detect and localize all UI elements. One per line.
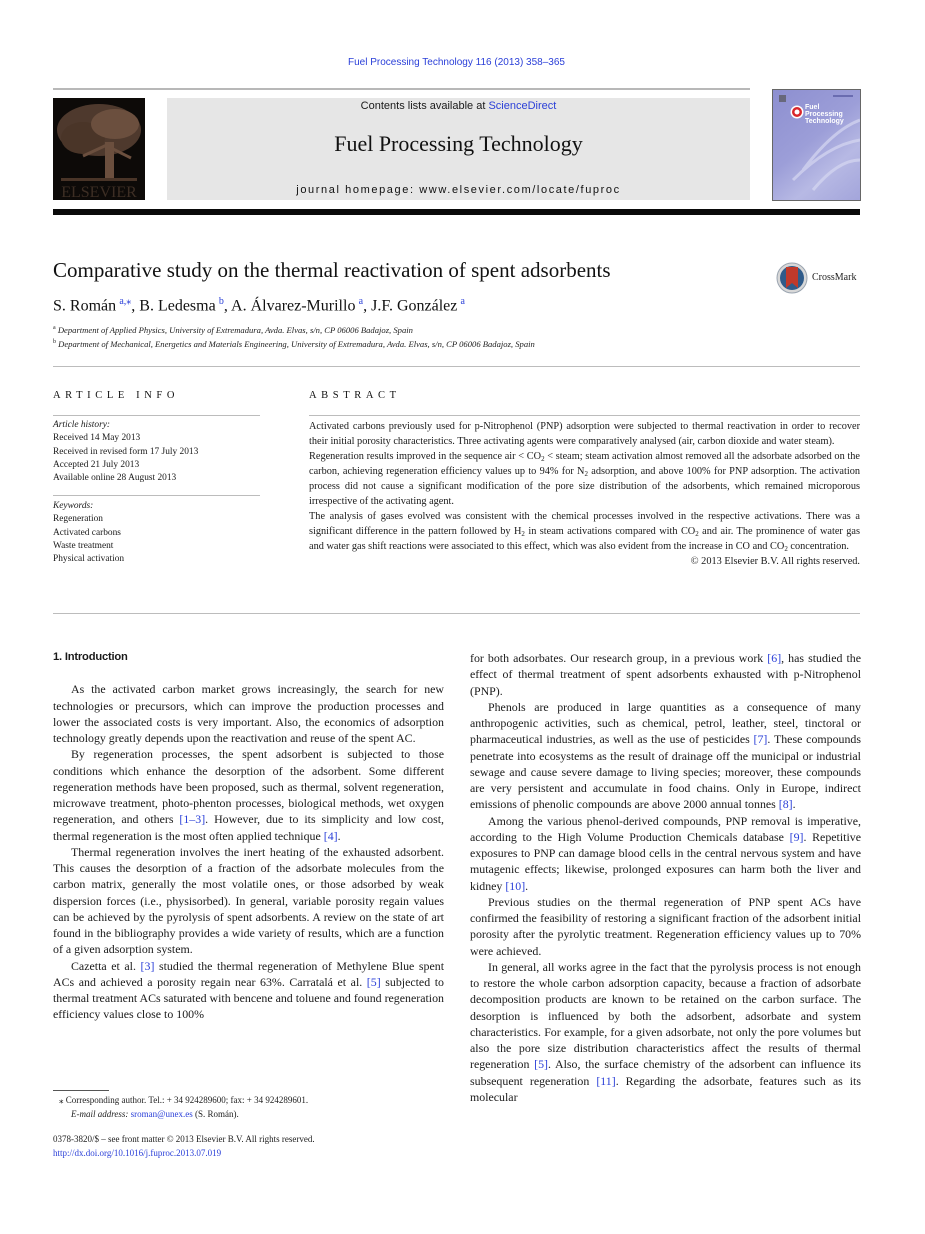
abstract-paragraph: Activated carbons previously used for p-Nitrophenol (PNP) adsorption were subjected to thermal reactivation in order to recover their initial porosity characteristics. Three activating agents were comparatively analysed (air, carbon dioxide and water steam). [309, 421, 860, 447]
body-paragraph: Previous studies on the thermal regeneration of PNP spent ACs have confirmed the feasibility of restoring a significant fraction of the adsorbent initial porosity after the pyrolytic treatment. Regeneration efficiency values up to 70% were achieved. [470, 894, 861, 958]
author-name: S. Román [53, 297, 117, 315]
abstract-heading: ABSTRACT [309, 390, 401, 401]
affiliation-a: $^a$ Department of Applied Physics, University of Extremadura, Avda. Elvas, s/n, CP 06006 Badajoz, Spain [53, 325, 413, 335]
reference-link[interactable]: [11] [596, 1073, 616, 1088]
reference-link[interactable]: [4] [323, 828, 338, 843]
history-item: Accepted 21 July 2013 [53, 459, 140, 470]
body-column-left [53, 649, 444, 1023]
history-item: Received 14 May 2013 [53, 433, 141, 444]
elsevier-tree-icon [53, 98, 145, 200]
author-list: S. Román $^{a,⁎}$, B. Ledesma $^b$, A. Álvarez-Murillo $^a$, J.F. González $^a$ [53, 296, 465, 315]
author-affiliation-link[interactable]: a,⁎ [119, 296, 132, 307]
crossmark-button[interactable] [776, 262, 866, 294]
sciencedirect-link[interactable]: ScienceDirect [488, 100, 557, 112]
affiliation-b: $^b$ Department of Mechanical, Energetics and Materials Engineering, University of Extremadura, Avda. Elvas, s/n, CP 06006 Badajoz, Spain [53, 339, 535, 349]
divider [53, 613, 860, 614]
abstract-copyright: © 2013 Elsevier B.V. All rights reserved. [690, 556, 860, 567]
reference-link[interactable]: [7] [753, 732, 768, 747]
abstract-body [309, 419, 860, 569]
reference-link[interactable]: [9] [789, 829, 804, 844]
body-paragraph: As the activated carbon market grows increasingly, the search for new technologies or precursors, which can improve the production processes and lower the associated costs is very important. Also, the economics of adsorption technology greatly depends upon the reactivation and reuse of the spent AC. [53, 682, 444, 745]
body-paragraph: Among the various phenol-derived compounds, PNP removal is imperative, according to the High Volume Production Chemicals database [9]. Repetitive exposures to PNP can damage blood cells in the central nervous system and have mutagenic effects; likewise, prolonged exposures can harm both the liver and kidney [10]. [470, 813, 861, 893]
reference-link[interactable]: [5] [534, 1057, 548, 1072]
elsevier-logo[interactable] [53, 98, 145, 200]
contents-availability: Contents lists available at ScienceDirect [360, 100, 557, 112]
header-top-rule [53, 88, 750, 90]
keyword-item: Physical activation [53, 554, 125, 565]
crossmark-label: CrossMark [812, 272, 857, 283]
reference-link[interactable]: [5] [366, 974, 381, 989]
abstract-paragraph: The analysis of gases evolved was consistent with the chemical processes involved in the respective activations. There was a significant difference in the pattern followed by $H_2$ in steam activations compared with $CO_2$ and air. The prominence of water gas and water gas shift reactions were associated to this effect, which was also evident from the increase in CO and $CO_2$ concentration. [309, 511, 860, 553]
article-info-heading: ARTICLE INFO [53, 390, 180, 401]
svg-text:ELSEVIER: ELSEVIER [61, 184, 137, 200]
body-paragraph: for both adsorbates. Our research group, in a previous work [6], has studied the effect of thermal treatment of spent adsorbents exhausted with p-Nitrophenol (PNP). [470, 651, 861, 698]
reference-link[interactable]: [1–3] [179, 812, 206, 827]
reference-link[interactable]: [10] [505, 878, 526, 893]
cover-title: Fuel Processing Technology [805, 104, 844, 125]
reference-link[interactable]: [3] [140, 958, 155, 973]
body-column-right [470, 650, 861, 1105]
body-paragraph: Thermal regeneration involves the inert heating of the exhausted adsorbent. This causes the desorption of a fraction of the adsorbate molecules from the carbon matrix, generally the most volatile ones, or those adsorbed by weak dispersion forces (i.e., physisorbed). In general, variable porosity regain values can be achieved by the pyrolysis of spent adsorbents. A review on the state of art found in the bibliography provides a wide variety of results, which are a function of a given adsorption system. [53, 844, 444, 957]
abstract-paragraph: Regeneration results improved in the sequence air < $CO_2$ < steam; steam activation almost removed all the adsorbate adsorbed on the carbon, achieving regeneration efficiency values up to 94% for $N_2$ adsorption, and above 100% for PNP adsorption. The activation process did not cause a significant modification of the pore size distribution of the adsorbents, which remained microporous irrespective of the activating agent. [309, 451, 860, 507]
corresponding-author-footnote: ⁎ Corresponding author. Tel.: + 34 924289600; fax: + 34 924289601. E-mail address: sroman@unex.es (S. Román). [59, 1095, 309, 1119]
divider [309, 415, 860, 416]
journal-homepage[interactable]: journal homepage: www.elsevier.com/locate/fuproc [296, 184, 621, 196]
author-affiliation-link[interactable]: a [460, 296, 465, 307]
author-affiliation-link[interactable]: a [358, 296, 364, 307]
keywords: Keywords: Regeneration Activated carbons Waste treatment Physical activation [53, 500, 124, 566]
body-paragraph: By regeneration processes, the spent adsorbent is subjected to those conditions which enhance the desorption of the adsorbent. Some different regeneration methods have been proposed, such as thermal, solvent regeneration, microwave treatment, photo-phenton processes, biological methods, wet oxygen regeneration, and others [1–3]. However, due to its simplicity and low cost, thermal regeneration is the most often applied technique [4]. [53, 747, 444, 843]
history-item: Available online 28 August 2013 [53, 473, 177, 484]
footnote-rule [53, 1090, 109, 1091]
divider [53, 415, 260, 416]
reference-link[interactable]: [8] [778, 797, 793, 812]
article-title: Comparative study on the thermal reactivation of spent adsorbents [53, 258, 611, 282]
journal-banner [167, 98, 750, 200]
body-paragraph: In general, all works agree in the fact that the pyrolysis process is not enough to restore the whole carbon adsorption capacity, because a fraction of adsorbate decomposition products are known to be retained on the carbon surface. The desorption is influenced by both the adsorbent, adsorbate and system characteristics. For example, for a given adsorbate, not only the pore volumes but also the pore size distribution characteristics affect the results of thermal regeneration [5]. Also, the surface chemistry of the adsorbent can influence its subsequent regeneration [11]. Regarding the adsorbate, features such as its molecular [470, 959, 861, 1104]
reference-link[interactable]: [6] [767, 651, 782, 665]
body-paragraph: Phenols are produced in large quantities as a consequence of many anthropogenic activities, such as chemical, petrol, leather, steel, tinctoral or pharmaceutical industries, as well as the use of pesticides [7]. These compounds penetrate into ecosystems as the result of drainage off the municipal or industrial sewage and cause severe damage to living species; moreover, these compounds are very persistent and accumulate in food chains. Only in Europe, indirect emissions of phenolic compounds are above 2000 annual tonnes [8]. [470, 699, 861, 812]
email-link[interactable]: sroman@unex.es [130, 1108, 193, 1119]
author-name: J.F. González [371, 297, 458, 315]
divider [53, 366, 860, 367]
journal-name: Fuel Processing Technology [334, 131, 583, 156]
doi-link[interactable]: http://dx.doi.org/10.1016/j.fuproc.2013.07.019 [53, 1147, 222, 1158]
crossmark-icon [776, 262, 808, 294]
article-history: Article history: Received 14 May 2013 Received in revised form 17 July 2013 Accepted 21 July 2013 Available online 28 August 2013 [53, 419, 198, 485]
body-paragraph: Cazetta et al. [3] studied the thermal regeneration of Methylene Blue spent ACs and achieved a porosity regain near 63%. Carratalá et al. [5] subjected to thermal treatment ACs saturated with bencene and toluene and found regeneration efficiency values close to 100% [53, 958, 445, 1022]
header-bottom-rule [53, 209, 860, 215]
author-affiliation-link[interactable]: b [218, 296, 224, 307]
keyword-item: Activated carbons [53, 527, 121, 538]
keyword-item: Regeneration [53, 514, 103, 525]
divider [53, 495, 260, 496]
issn-info: 0378-3820/$ – see front matter © 2013 Elsevier B.V. All rights reserved. http://dx.doi.org/10.1016/j.fuproc.2013.07.019 [53, 1134, 315, 1158]
journal-citation-link[interactable]: Fuel Processing Technology 116 (2013) 358–365 [347, 57, 565, 68]
section-heading: 1. Introduction [53, 651, 128, 663]
author-name: A. Álvarez-Murillo [231, 297, 356, 315]
journal-cover-thumbnail[interactable] [772, 89, 861, 201]
author-name: B. Ledesma [139, 297, 216, 315]
history-item: Received in revised form 17 July 2013 [53, 446, 199, 457]
keyword-item: Waste treatment [53, 540, 114, 551]
